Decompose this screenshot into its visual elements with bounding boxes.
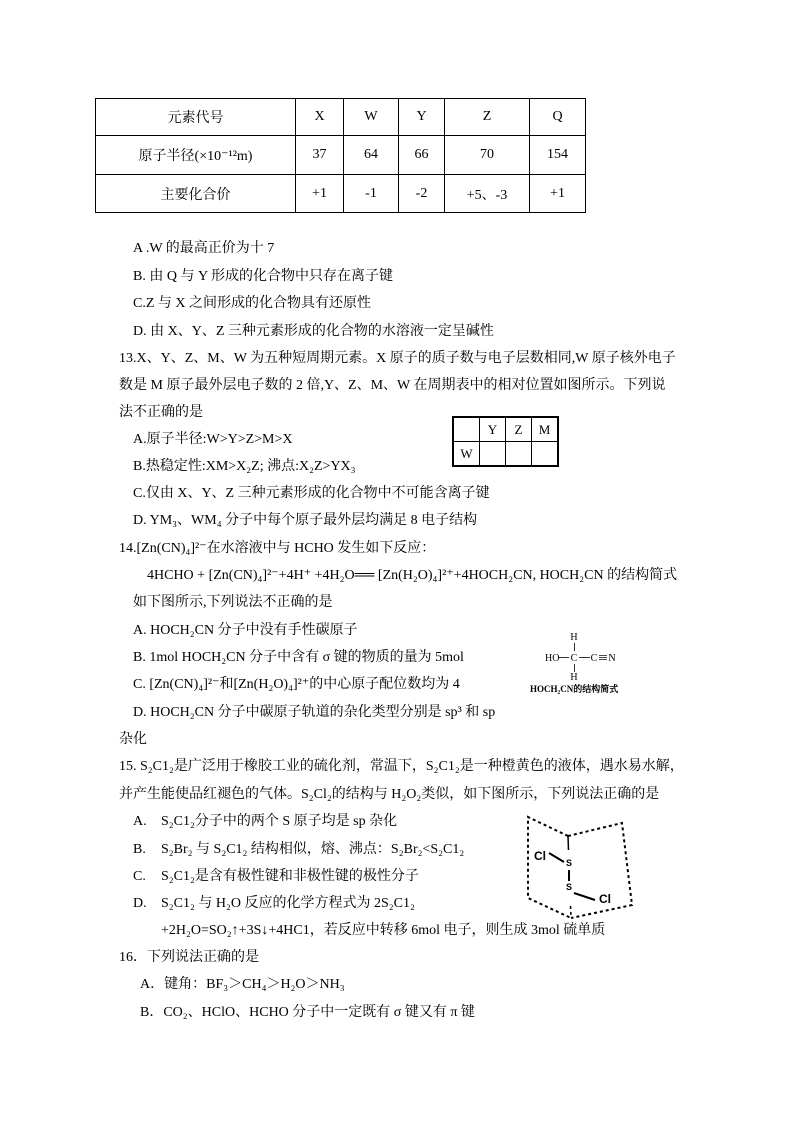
q15-option-a-text: S₂C1₂分子中的两个 S 原子均是 sp 杂化 — [161, 814, 398, 829]
hoch2cn-structure — [538, 628, 628, 684]
header-x: X — [296, 99, 344, 136]
q13-option-b: B.热稳定性:XM>X₂Z; 沸点:X₂Z>YX₃ — [133, 459, 356, 474]
q15-option-b-label: B. — [133, 842, 146, 857]
periodic-position-table — [452, 416, 559, 467]
s2cl2-structure — [520, 810, 640, 925]
q12-option-a: A .W 的最高正价为十 7 — [133, 241, 275, 256]
radius-x: 37 — [296, 136, 344, 175]
atom-bottom-h: H — [570, 672, 578, 683]
pt-top-row — [453, 417, 558, 442]
q14-option-d: D. HOCH₂CN 分子中碳原子轨道的杂化类型分别是 sp³ 和 sp — [133, 705, 496, 720]
atom-s-bottom: S — [565, 882, 573, 892]
q15-option-c-label: C. — [133, 869, 146, 884]
q16-option-b: B．CO₂、HClO、HCHO 分子中一定既有 σ 键又有 π 键 — [140, 1005, 475, 1020]
table-row-valence — [96, 175, 586, 213]
atom-cl-right: Cl — [599, 892, 611, 906]
q14-option-d-continuation: 杂化 — [119, 732, 147, 747]
q13-stem-line-1: 13.X、Y、Z、M、W 为五种短周期元素。X 原子的质子数与电子层数相同,W 原子核外电子 — [119, 351, 676, 366]
header-q: Q — [530, 99, 586, 136]
q14-option-b: B. 1mol HOCH₂CN 分子中含有 σ 键的物质的量为 5mol — [133, 650, 464, 665]
q14-option-a: A. HOCH₂CN 分子中没有手性碳原子 — [133, 623, 358, 638]
pt-empty-cell — [453, 417, 480, 442]
row-label-valence: 主要化合价 — [96, 175, 296, 213]
q16-stem: 16．下列说法正确的是 — [119, 950, 259, 965]
pt-cell-w: W — [453, 442, 480, 467]
valence-z: +5、-3 — [445, 175, 530, 213]
header-w: W — [344, 99, 399, 136]
table-header-row — [96, 99, 586, 136]
valence-y: -2 — [399, 175, 445, 213]
q12-option-d: D. 由 X、Y、Z 三种元素形成的化合物的水溶液一定呈碱性 — [133, 324, 494, 339]
element-data-table — [95, 98, 586, 213]
header-y: Y — [399, 99, 445, 136]
valence-w: -1 — [344, 175, 399, 213]
pt-cell-y: Y — [480, 417, 506, 442]
pt-bottom-row — [453, 442, 558, 467]
q13-stem-line-2: 数是 M 原子最外层电子数的 2 倍,Y、Z、M、W 在周期表中的相对位置如图所示。下列说 — [119, 378, 666, 393]
q14-stem-line-1: 14.[Zn(CN)₄]²⁻在水溶液中与 HCHO 发生如下反应： — [119, 541, 436, 556]
q15-stem-line-2: 并产生能使品红褪色的气体。S₂Cl₂的结构与 H₂O₂类似，如下图所示，下列说法正确的是 — [119, 787, 660, 802]
atom-n: N — [608, 653, 616, 664]
q14-stem-line-3: 如下图所示,下列说法不正确的是 — [133, 595, 333, 610]
bond-s-cl — [574, 893, 595, 900]
row-label-radius: 原子半径(×10⁻¹²m) — [96, 136, 296, 175]
radius-q: 154 — [530, 136, 586, 175]
header-z: Z — [445, 99, 530, 136]
atom-s-top: S — [565, 858, 573, 868]
header-element-code: 元素代号 — [96, 99, 296, 136]
q13-option-a: A.原子半径:W>Y>Z>M>X — [133, 432, 293, 447]
q15-option-d-label: D. — [133, 896, 147, 911]
atom-ho: HO — [545, 653, 560, 664]
bond-cl-s — [549, 853, 564, 862]
radius-y: 66 — [399, 136, 445, 175]
pt-cell-m: M — [532, 417, 559, 442]
radius-w: 64 — [344, 136, 399, 175]
left-plane — [528, 817, 571, 918]
q13-option-d: D. YM₃、WM₄ 分子中每个原子最外层均满足 8 电子结构 — [133, 513, 478, 528]
axis-top — [568, 836, 569, 850]
q16-option-a: A．键角：BF₃＞CH₄＞H₂O＞NH₃ — [140, 977, 345, 992]
q13-stem-line-3: 法不正确的是 — [119, 405, 203, 420]
valence-x: +1 — [296, 175, 344, 213]
q14-option-c: C. [Zn(CN)₄]²⁻和[Zn(H₂O)₄]²⁺的中心原子配位数均为 4 — [133, 677, 460, 692]
pt-cell-z: Z — [506, 417, 532, 442]
radius-z: 70 — [445, 136, 530, 175]
q15-option-d-text: S₂C1₂ 与 H₂O 反应的化学方程式为 2S₂C1₂ — [161, 896, 415, 911]
pt-empty-cell — [506, 442, 532, 467]
q15-option-d-continuation: +2H₂O=SO₂↑+3S↓+4HC1，若反应中转移 6mol 电子，则生成 3mol 硫单质 — [161, 923, 606, 938]
table-row-radius — [96, 136, 586, 175]
atom-c1: C — [570, 653, 578, 664]
q13-option-c: C.仅由 X、Y、Z 三种元素形成的化合物中不可能含离子键 — [133, 486, 490, 501]
q15-option-c-text: S₂C1₂是含有极性键和非极性键的极性分子 — [161, 869, 419, 884]
atom-c2: C — [590, 653, 598, 664]
q14-equation: 4HCHO + [Zn(CN)₄]²⁻+4H⁺ +4H₂O══ [Zn(H₂O)₄]²⁺+4HOCH₂CN, HOCH₂CN 的结构简式 — [147, 568, 678, 583]
q12-option-c: C.Z 与 X 之间形成的化合物具有还原性 — [133, 296, 371, 311]
atom-top-h: H — [570, 632, 578, 643]
axis-bottom — [571, 906, 572, 918]
pt-empty-cell — [480, 442, 506, 467]
pt-empty-cell — [532, 442, 559, 467]
structure-caption: HOCH₂CN的结构简式 — [530, 684, 619, 694]
q15-option-b-text: S₂Br₂ 与 S₂C1₂ 结构相似，熔、沸点：S₂Br₂<S₂C1₂ — [161, 842, 465, 857]
valence-q: +1 — [530, 175, 586, 213]
atom-cl-left: Cl — [534, 849, 546, 863]
q15-option-a-label: A. — [133, 814, 147, 829]
q12-option-b: B. 由 Q 与 Y 形成的化合物中只存在离子键 — [133, 269, 394, 284]
q15-stem-line-1: 15. S₂C1₂是广泛用于橡胶工业的硫化剂，常温下，S₂C1₂是一种橙黄色的液体，遇水易水解， — [119, 759, 684, 774]
